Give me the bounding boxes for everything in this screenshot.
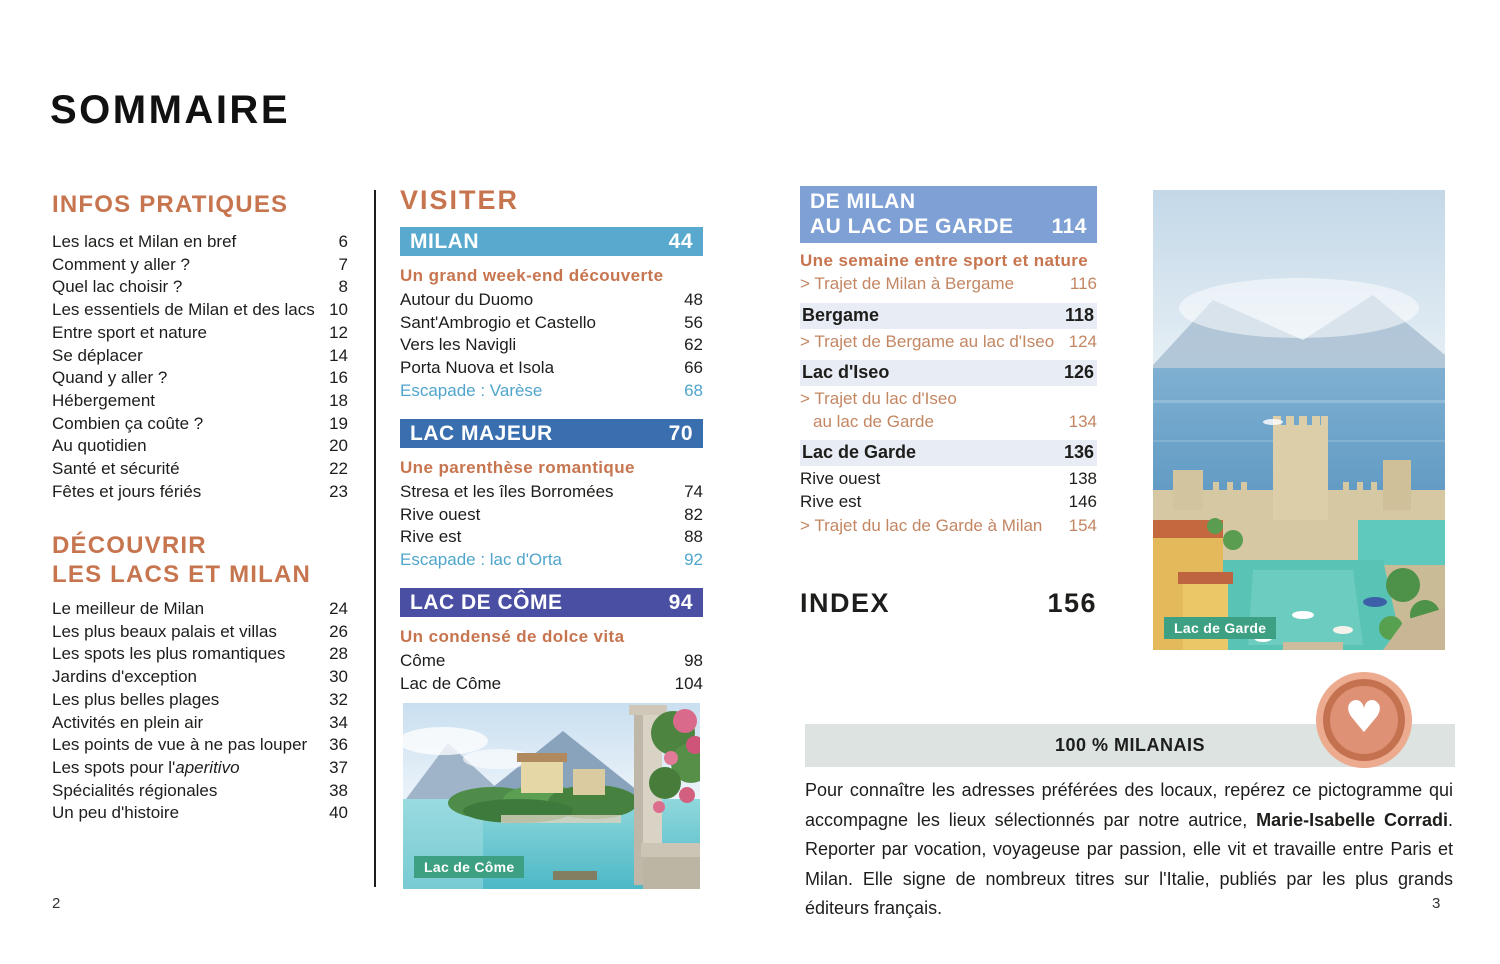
toc-page: 136 (1063, 442, 1094, 462)
toc-label: Les spots les plus romantiques (52, 644, 286, 664)
toc-label: Quand y aller ? (52, 368, 168, 388)
toc-label: Rive est (400, 527, 462, 547)
milanais-heading: 100 % MILANAIS (1054, 735, 1206, 755)
toc-row (52, 734, 348, 757)
toc-label: > Trajet du lac de Garde à Milan (800, 516, 1043, 536)
banner-label: LAC MAJEUR (410, 421, 553, 445)
banner-page: 114 (1051, 215, 1087, 238)
toc-page: 98 (684, 651, 703, 670)
column-divider (374, 190, 376, 887)
toc-row (52, 481, 348, 504)
toc-page: 74 (684, 482, 703, 501)
toc-page: 14 (329, 345, 348, 365)
toc-label: Entre sport et nature (52, 322, 207, 342)
toc-row (52, 276, 348, 299)
toc-page: 19 (329, 413, 348, 433)
toc-page: 104 (674, 673, 703, 693)
toc-row (52, 413, 348, 436)
toc-page: 92 (684, 550, 703, 570)
toc-page: 12 (329, 322, 348, 342)
toc-label: Bergame (802, 304, 880, 325)
toc-label: Jardins d'exception (52, 667, 197, 687)
place-row (800, 360, 1097, 386)
toc-label: Comment y aller ? (52, 254, 190, 274)
toc-row-escapade (400, 380, 703, 403)
toc-page: 7 (338, 254, 348, 274)
toc-page: 23 (329, 481, 348, 501)
banner-line2 (810, 214, 1087, 239)
lac-majeur-subtitle: Une parenthèse romantique (400, 458, 635, 477)
toc-page: 37 (329, 757, 348, 777)
toc-page: 124 (1068, 331, 1097, 351)
toc-label: Hébergement (52, 390, 156, 410)
milanais-text-before: Pour connaître les adresses préférées des locaux, repérez ce pictogramme qui accompagne les lieux sélectionnés par notre autrice, (805, 780, 1453, 830)
garde-subtitle: Une semaine entre sport et nature (800, 251, 1089, 270)
toc-row (52, 712, 348, 735)
toc-page: 32 (329, 689, 348, 709)
banner-line1: DE MILAN (810, 190, 916, 213)
lac-de-garde-illustration (1153, 190, 1445, 650)
banner-label: AU LAC DE GARDE (810, 215, 1014, 238)
place-row (800, 440, 1097, 466)
toc-row (400, 504, 703, 527)
toc-label: Fêtes et jours fériés (52, 481, 202, 501)
banner-page: 44 (668, 229, 693, 253)
toc-page: 118 (1064, 304, 1094, 325)
banner-label: MILAN (410, 229, 479, 253)
toc-row (52, 757, 348, 780)
toc-row (400, 673, 703, 696)
toc-page: 154 (1068, 516, 1097, 536)
banner-page: 70 (668, 421, 693, 445)
toc-page: 34 (329, 712, 348, 732)
toc-page: 20 (329, 436, 348, 456)
section-title-line2: LES LACS ET MILAN (52, 561, 312, 588)
toc-label: Autour du Duomo (400, 290, 534, 309)
garde-banner (800, 186, 1097, 243)
toc-label: Activités en plein air (52, 712, 204, 732)
toc-page: 134 (1068, 411, 1097, 431)
milanais-author: Marie-Isabelle Corradi (1256, 809, 1448, 830)
lac-majeur-section (400, 419, 703, 572)
toc-page: 126 (1063, 362, 1094, 382)
section-title-infos-pratiques: INFOS PRATIQUES (52, 191, 289, 218)
toc-label: Lac d'Iseo (802, 362, 890, 382)
lac-come-list (400, 650, 703, 695)
toc-row (52, 780, 348, 803)
heart-icon (1316, 672, 1412, 768)
toc-label: Les plus beaux palais et villas (52, 621, 277, 641)
toc-label: Rive ouest (400, 504, 481, 524)
toc-label: Les lacs et Milan en bref (52, 232, 237, 251)
lac-majeur-banner (400, 419, 703, 448)
toc-label-line1: > Trajet du lac d'Iseo (800, 389, 957, 408)
toc-label: Santé et sécurité (52, 459, 180, 479)
toc-label: Un peu d'histoire (52, 803, 180, 823)
toc-row (400, 526, 703, 549)
toc-page: 138 (1068, 469, 1097, 488)
index-page: 156 (1047, 588, 1097, 618)
toc-label: Combien ça coûte ? (52, 413, 204, 433)
milan-section (400, 227, 703, 403)
banner-page: 94 (668, 590, 693, 614)
lac-de-come-photo (403, 703, 700, 889)
toc-page: 10 (329, 300, 348, 320)
toc-label: Rive ouest (800, 469, 881, 488)
trajet-row-two-lines (800, 388, 1097, 433)
toc-label: Rive est (800, 491, 862, 511)
toc-row (52, 689, 348, 712)
lac-majeur-list (400, 481, 703, 572)
toc-label: > Trajet de Bergame au lac d'Iseo (800, 331, 1055, 351)
toc-label-italic: aperitivo (175, 757, 240, 777)
toc-row (400, 481, 703, 504)
toc-row (52, 390, 348, 413)
toc-page: 82 (684, 504, 703, 524)
toc-label: Spécialités régionales (52, 780, 218, 800)
toc-page: 88 (684, 527, 703, 547)
infos-pratiques-list (52, 231, 348, 503)
lac-de-garde-photo (1153, 190, 1445, 650)
toc-row (800, 468, 1097, 491)
trajet-row (800, 331, 1097, 354)
toc-page: 48 (684, 290, 703, 309)
toc-label: au lac de Garde (813, 411, 934, 431)
lac-come-banner (400, 588, 703, 617)
toc-label: Le meilleur de Milan (52, 599, 205, 618)
section-title-line1: DÉCOUVRIR (52, 532, 207, 559)
toc-page: 6 (338, 232, 348, 251)
toc-page: 28 (329, 644, 348, 664)
section-title-decouvrir (52, 531, 311, 589)
toc-row (52, 345, 348, 368)
banner-label: LAC DE CÔME (410, 590, 563, 614)
page-number-right: 3 (1432, 895, 1441, 912)
lac-come-section (400, 588, 703, 695)
toc-label: Escapade : Varèse (400, 380, 543, 400)
toc-page: 30 (329, 667, 348, 687)
toc-row (52, 231, 348, 254)
toc-page: 146 (1068, 491, 1097, 511)
toc-page: 40 (329, 803, 348, 823)
trajet-row (800, 515, 1097, 538)
photo-caption-lac-de-come: Lac de Côme (414, 856, 524, 878)
toc-label: Porta Nuova et Isola (400, 358, 555, 378)
milan-list (400, 289, 703, 403)
milanais-paragraph (805, 776, 1453, 924)
milan-banner (400, 227, 703, 256)
section-title-visiter: VISITER (400, 185, 520, 215)
toc-row (800, 491, 1097, 514)
toc-page: 66 (684, 358, 703, 378)
decouvrir-list (52, 598, 348, 825)
toc-page: 68 (684, 380, 703, 400)
toc-label-line2 (800, 411, 1097, 434)
toc-label: Les spots pour l'aperitivo (52, 757, 240, 777)
toc-page: 26 (329, 621, 348, 641)
garde-section (800, 186, 1097, 538)
heart-glyph: ♥ (1344, 691, 1384, 743)
toc-row (52, 621, 348, 644)
toc-label: Lac de Garde (802, 442, 917, 462)
toc-row (400, 289, 703, 312)
toc-label: Côme (400, 651, 446, 670)
index-label: INDEX (800, 588, 891, 618)
toc-page: 24 (329, 599, 348, 618)
toc-page: 62 (684, 335, 703, 355)
toc-row (400, 357, 703, 380)
toc-label: Sant'Ambrogio et Castello (400, 312, 597, 332)
toc-label: Quel lac choisir ? (52, 277, 183, 297)
milanais-text-after: . Reporter par vocation, voyageuse par passion, elle vit et travaille entre Paris et Milan. Elle signe de nombreux titres sur l'Italie, publiés par les plus grands éditeurs français. (805, 809, 1453, 918)
toc-label: Vers les Navigli (400, 335, 517, 355)
toc-row (52, 322, 348, 345)
toc-page: 18 (329, 390, 348, 410)
place-row (800, 303, 1097, 329)
page-title: SOMMAIRE (50, 88, 290, 132)
toc-row (52, 435, 348, 458)
toc-label: Au quotidien (52, 436, 147, 456)
toc-label: Se déplacer (52, 345, 143, 365)
toc-row-escapade (400, 549, 703, 572)
toc-label: Les essentiels de Milan et des lacs (52, 300, 315, 320)
toc-row (52, 254, 348, 277)
toc-label: Les points de vue à ne pas louper (52, 735, 308, 755)
toc-label: Lac de Côme (400, 673, 502, 693)
toc-label: > Trajet de Milan à Bergame (800, 274, 1015, 293)
toc-label: Les plus belles plages (52, 689, 220, 709)
heart-icon-ring (1330, 686, 1398, 754)
toc-page: 36 (329, 735, 348, 755)
milan-subtitle: Un grand week-end découverte (400, 266, 664, 285)
toc-row (52, 802, 348, 825)
toc-page: 116 (1069, 274, 1097, 293)
toc-row (52, 598, 348, 621)
toc-row (400, 312, 703, 335)
toc-page: 38 (329, 780, 348, 800)
toc-row (52, 666, 348, 689)
lac-come-subtitle: Un condensé de dolce vita (400, 627, 625, 646)
toc-page: 56 (684, 312, 703, 332)
toc-row (400, 650, 703, 673)
toc-page: 22 (329, 459, 348, 479)
toc-row (52, 299, 348, 322)
toc-row (52, 367, 348, 390)
toc-label: Escapade : lac d'Orta (400, 550, 562, 570)
toc-row (52, 458, 348, 481)
toc-page: 16 (329, 368, 348, 388)
toc-row (400, 334, 703, 357)
page-number-left: 2 (52, 895, 61, 912)
toc-page: 8 (338, 277, 348, 297)
trajet-row (800, 273, 1097, 296)
toc-label: Stresa et les îles Borromées (400, 482, 614, 501)
index-row (800, 588, 1097, 619)
toc-row (52, 643, 348, 666)
photo-caption-lac-de-garde: Lac de Garde (1164, 617, 1276, 639)
